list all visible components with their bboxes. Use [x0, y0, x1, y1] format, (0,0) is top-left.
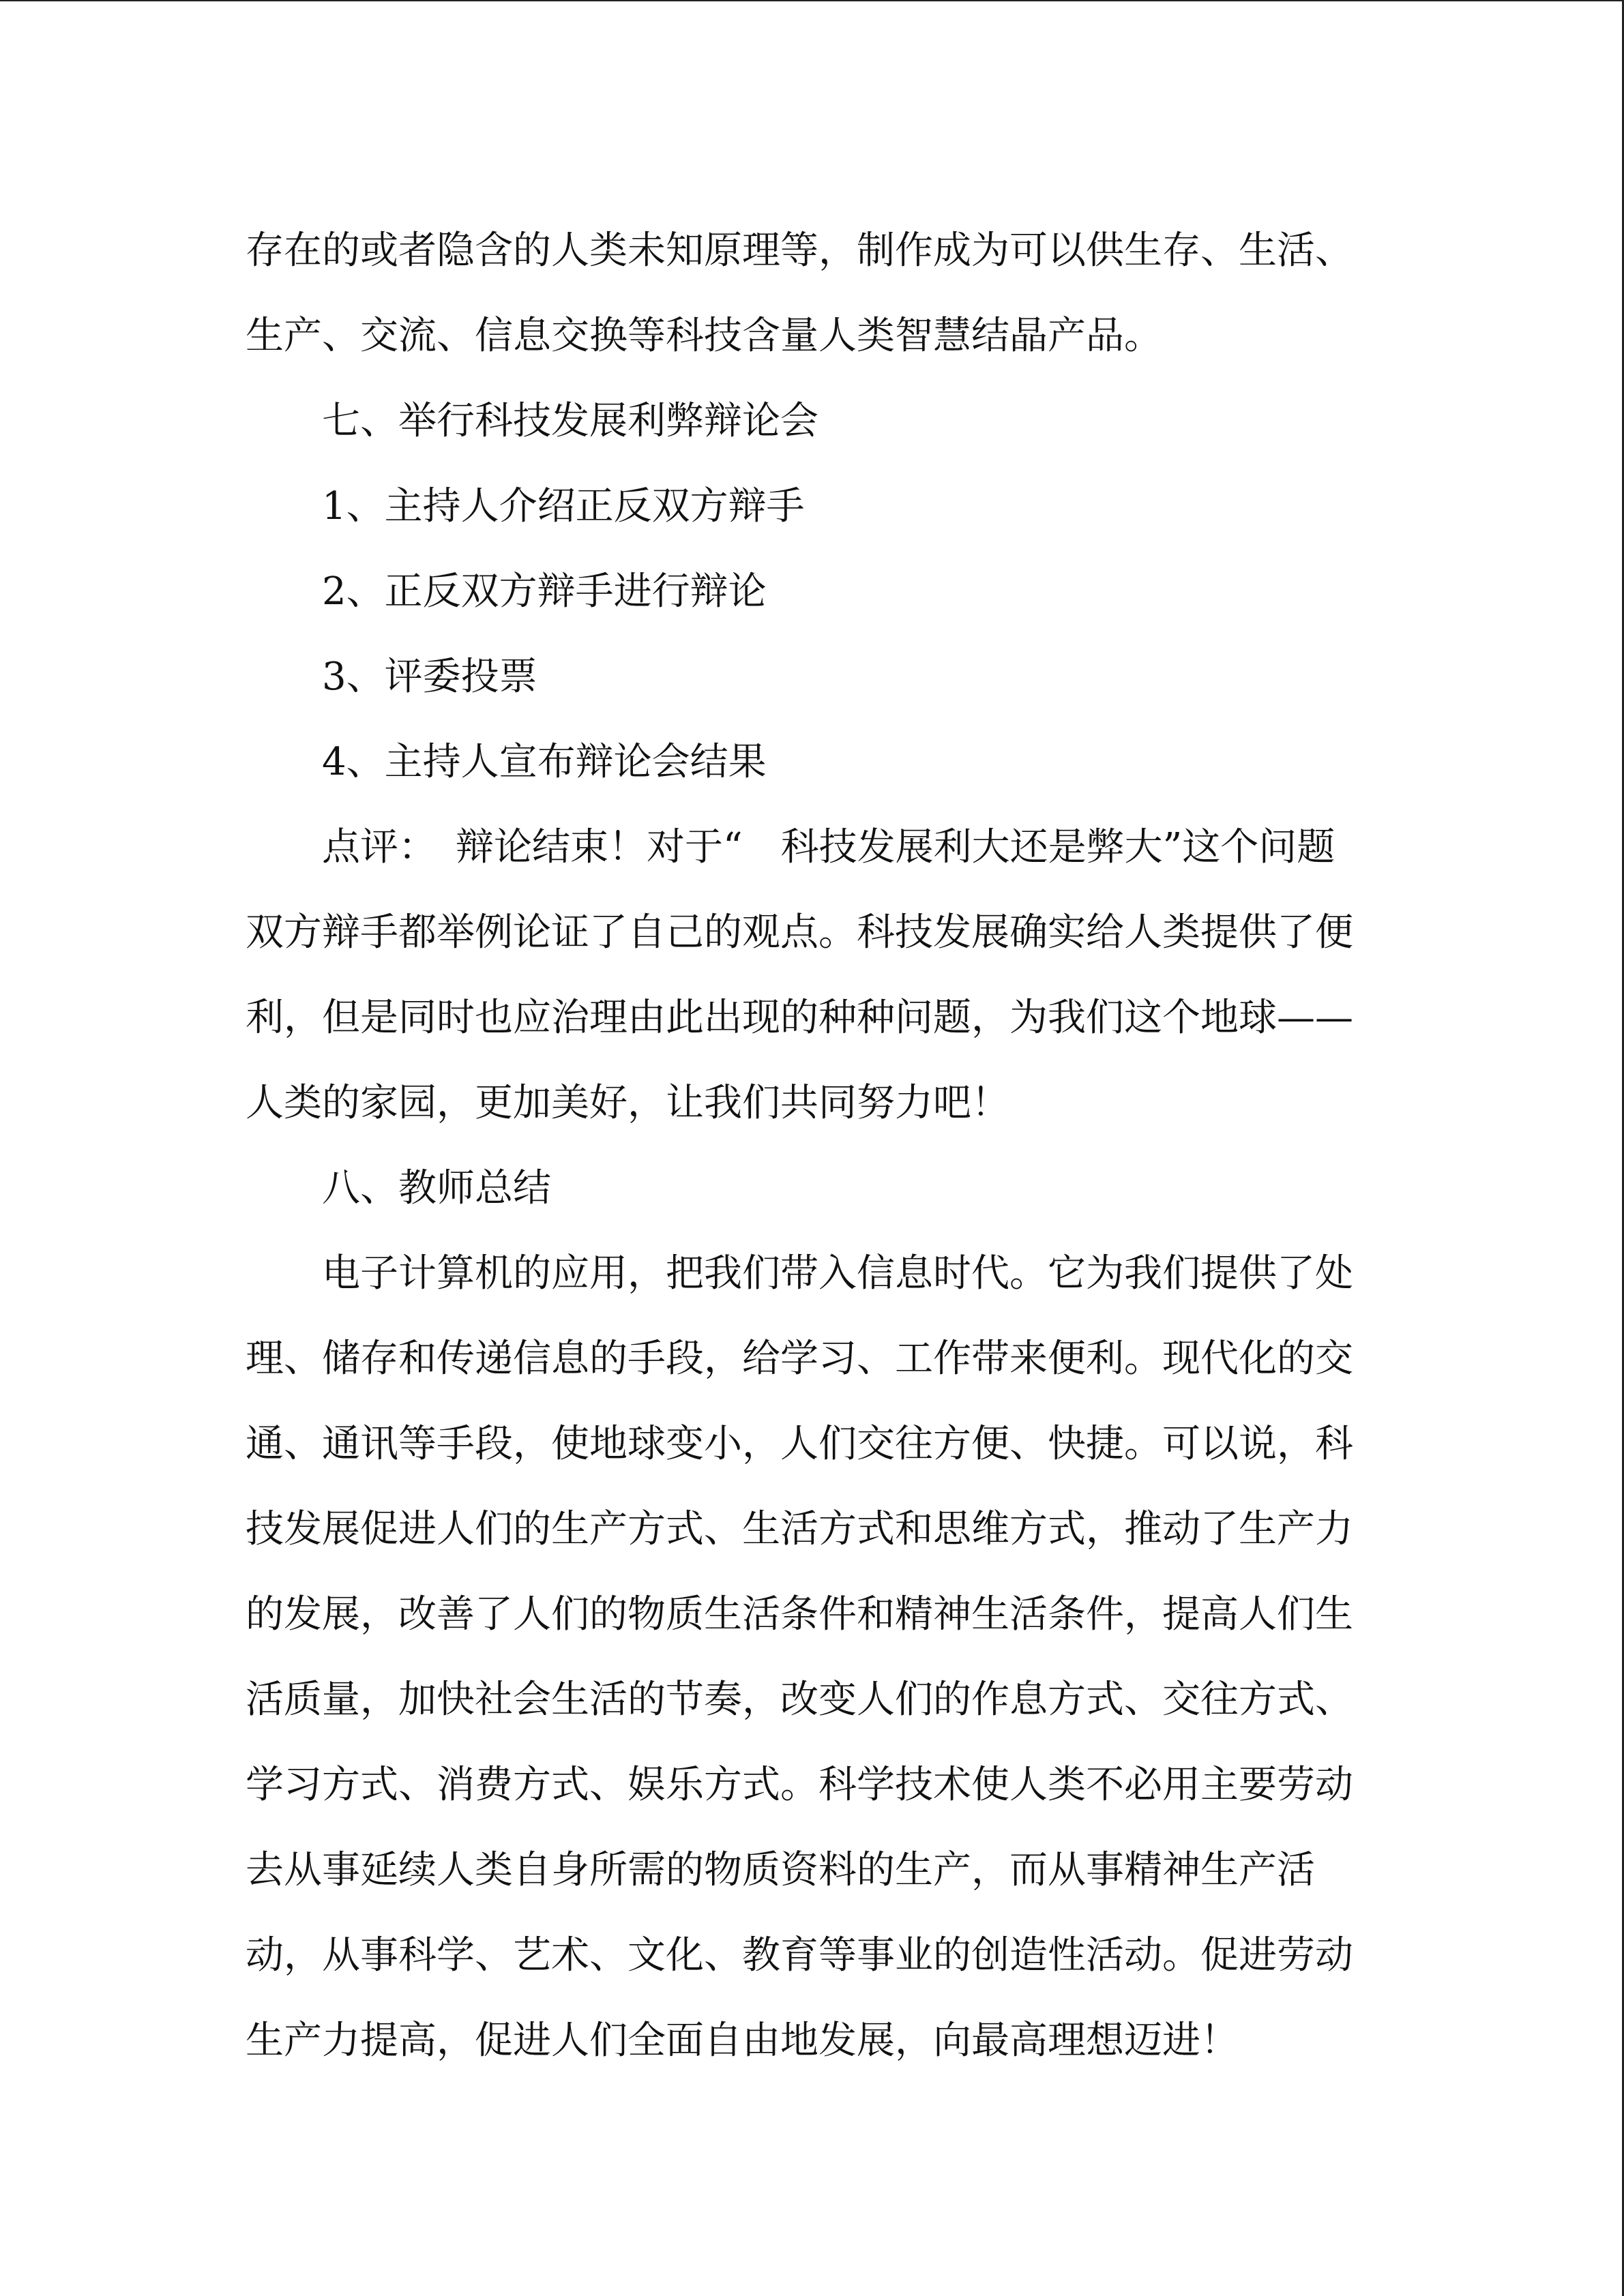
- text-line-2: 生产、交流、信息交换等科技含量人类智慧结晶产品。: [246, 314, 1162, 358]
- summary-paragraph-line-6: 活质量，加快社会生活的节奏，改变人们的作息方式、交往方式、: [246, 1678, 1353, 1722]
- page-top-border: [0, 0, 1624, 1]
- summary-paragraph-line-2: 理、储存和传递信息的手段，给学习、工作带来便利。现代化的交: [246, 1337, 1353, 1381]
- comment-paragraph-line-2: 双方辩手都举例论证了自己的观点。科技发展确实给人类提供了便: [246, 910, 1353, 955]
- summary-paragraph-line-3: 通、通讯等手段，使地球变小，人们交往方便、快捷。可以说，科: [246, 1422, 1353, 1466]
- section-heading-7: 七、举行科技发展利弊辩论会: [322, 399, 818, 443]
- list-item-1: 1、主持人介绍正反双方辩手: [322, 484, 805, 528]
- comment-paragraph-line-1: 点评： 辩论结束！对于“ 科技发展利大还是弊大”这个问题: [322, 825, 1335, 869]
- summary-paragraph-line-1: 电子计算机的应用，把我们带入信息时代。它为我们提供了处: [322, 1251, 1353, 1296]
- summary-paragraph-line-5: 的发展，改善了人们的物质生活条件和精神生活条件，提高人们生: [246, 1592, 1353, 1637]
- comment-paragraph-line-3: 利，但是同时也应治理由此出现的种种问题，为我们这个地球——: [246, 996, 1353, 1040]
- summary-paragraph-line-8: 去从事延续人类自身所需的物质资料的生产，而从事精神生产活: [246, 1848, 1315, 1892]
- document-body: [246, 208, 1391, 2083]
- list-item-3: 3、评委投票: [322, 655, 537, 699]
- summary-paragraph-line-10: 生产力提高，促进人们全面自由地发展，向最高理想迈进！: [246, 2018, 1239, 2063]
- summary-paragraph-line-7: 学习方式、消费方式、娱乐方式。科学技术使人类不必用主要劳动: [246, 1763, 1353, 1807]
- list-item-2: 2、正反双方辩手进行辩论: [322, 569, 767, 614]
- summary-paragraph-line-9: 动，从事科学、艺术、文化、教育等事业的创造性活动。促进劳动: [246, 1933, 1353, 1978]
- comment-paragraph-line-4: 人类的家园，更加美好，让我们共同努力吧！: [246, 1081, 1009, 1125]
- text-line-1: 存在的或者隐含的人类未知原理等，制作成为可以供生存、生活、: [246, 228, 1353, 273]
- list-item-4: 4、主持人宣布辩论会结果: [322, 740, 767, 784]
- summary-paragraph-line-4: 技发展促进人们的生产方式、生活方式和思维方式，推动了生产力: [246, 1507, 1353, 1551]
- section-heading-8: 八、教师总结: [322, 1166, 551, 1210]
